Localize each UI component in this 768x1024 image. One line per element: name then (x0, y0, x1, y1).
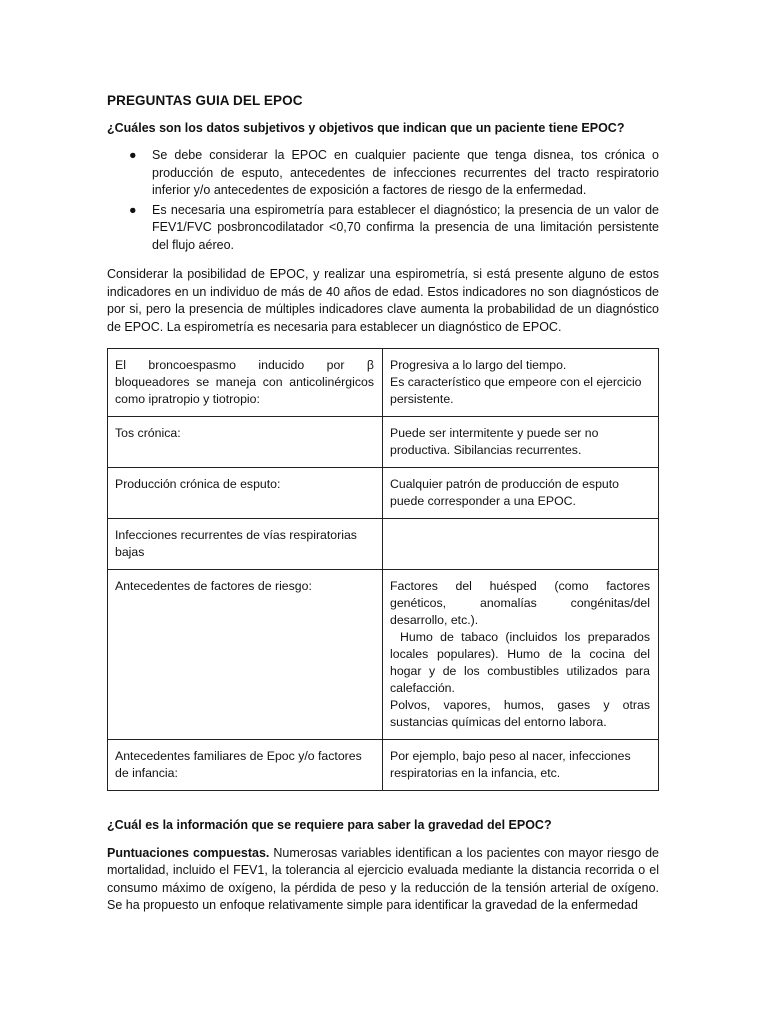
document-title: PREGUNTAS GUIA DEL EPOC (107, 93, 303, 108)
cell-line: productiva. Sibilancias recurrentes. (390, 443, 582, 457)
cell-line: calefacción. (390, 681, 455, 695)
cell-line: Factores del huésped (como factores (390, 579, 650, 593)
cell-line: Es característico que empeore con el ejercicio (390, 375, 642, 389)
cell-line: bajas (115, 545, 145, 559)
document-page (107, 92, 659, 927)
paragraph-composite-scores (107, 845, 659, 915)
cell-line: sustancias químicas del entorno labora. (390, 715, 607, 729)
table-cell-description (383, 349, 659, 417)
cell-line: puede corresponder a una EPOC. (390, 494, 576, 508)
table-row (108, 468, 659, 519)
cell-line: El broncoespasmo inducido por β (115, 358, 374, 372)
table-cell-indicator (108, 519, 383, 570)
table-cell-description (383, 417, 659, 468)
cell-line: Humo de tabaco (incluidos los preparados (400, 630, 650, 644)
cell-line: Antecedentes familiares de Epoc y/o factores (115, 749, 362, 763)
table-row (108, 417, 659, 468)
table-row (108, 519, 659, 570)
cell-line: como ipratropio y tiotropio: (115, 392, 260, 406)
cell-line: hogar y de los combustibles utilizados para (390, 664, 650, 678)
cell-line: desarrollo, etc.). (390, 613, 479, 627)
table-cell-indicator (108, 468, 383, 519)
table-cell-description (383, 468, 659, 519)
indicator-table (107, 348, 659, 791)
cell-line: persistente. (390, 392, 454, 406)
cell-line: Tos crónica: (115, 426, 181, 440)
indicator-bullet-list (107, 147, 659, 254)
cell-line: de infancia: (115, 766, 178, 780)
cell-line: Por ejemplo, bajo peso al nacer, infecciones (390, 749, 631, 763)
table-cell-description (383, 570, 659, 740)
cell-line: respiratorias en la infancia, etc. (390, 766, 561, 780)
list-item (107, 202, 659, 255)
table-row (108, 349, 659, 417)
table-row (108, 570, 659, 740)
cell-line: Infecciones recurrentes de vías respiratorias (115, 528, 357, 542)
list-item-text: Se debe considerar la EPOC en cualquier paciente que tenga disnea, tos crónica o producción de esputo, antecedentes de infecciones recurrentes del tracto respiratorio inferior y/o antecedentes de exposición a factores de riesgo de la enfermedad. (152, 148, 659, 197)
table-cell-description (383, 519, 659, 570)
bullet-icon: ● (129, 148, 137, 162)
cell-line: Progresiva a lo largo del tiempo. (390, 358, 567, 372)
cell-line: Producción crónica de esputo: (115, 477, 281, 491)
cell-line: Cualquier patrón de producción de esputo (390, 477, 620, 491)
table-cell-indicator (108, 740, 383, 791)
paragraph-lead: Puntuaciones compuestas. (107, 845, 270, 860)
cell-line: Puede ser intermitente y puede ser no (390, 426, 599, 440)
table-cell-indicator (108, 417, 383, 468)
table-row (108, 740, 659, 791)
list-item-text: Es necesaria una espirometría para establecer el diagnóstico; la presencia de un valor de FEV1/FVC posbroncodilatador <0,70 confirma la presencia de una limitación persistente del flujo aéreo. (152, 202, 659, 252)
question-subjective-objective: ¿Cuáles son los datos subjetivos y objetivos que indican que un paciente tiene EPOC? (107, 120, 625, 135)
cell-line: Antecedentes de factores de riesgo: (115, 579, 312, 593)
table-cell-indicator (108, 570, 383, 740)
list-item (107, 147, 659, 200)
cell-line: bloqueadores se maneja con anticolinérgicos (115, 375, 374, 389)
bullet-icon: ● (129, 202, 137, 217)
table-cell-indicator (108, 349, 383, 417)
paragraph-consider-epoc: Considerar la posibilidad de EPOC, y realizar una espirometría, si está presente alguno de estos indicadores en un individuo de más de 40 años de edad. Estos indicadores no son diagnósticos de por si, pero la presencia de múltiples indicadores clave aumenta la probabilidad de un diagnóstico de EPOC. La espirometría es necesaria para establecer un diagnóstico de EPOC. (107, 267, 659, 334)
paragraph-body: Numerosas variables identifican a los pacientes con mayor riesgo de mortalidad, incluido el FEV1, la tolerancia al ejercicio evaluada mediante la distancia recorrida o el consumo máximo de oxígeno, la pérdida de peso y la reducción de la tensión arterial de oxígeno. Se ha propuesto un enfoque relativamente simple para identificar la gravedad de la enfermedad (107, 845, 659, 912)
cell-line: locales populares). Humo de la cocina del (390, 647, 650, 661)
table-cell-description (383, 740, 659, 791)
question-severity: ¿Cuál es la información que se requiere para saber la gravedad del EPOC? (107, 818, 552, 832)
cell-line: genéticos, anomalías congénitas/del (390, 596, 650, 610)
cell-line: Polvos, vapores, humos, gases y otras (390, 698, 650, 712)
